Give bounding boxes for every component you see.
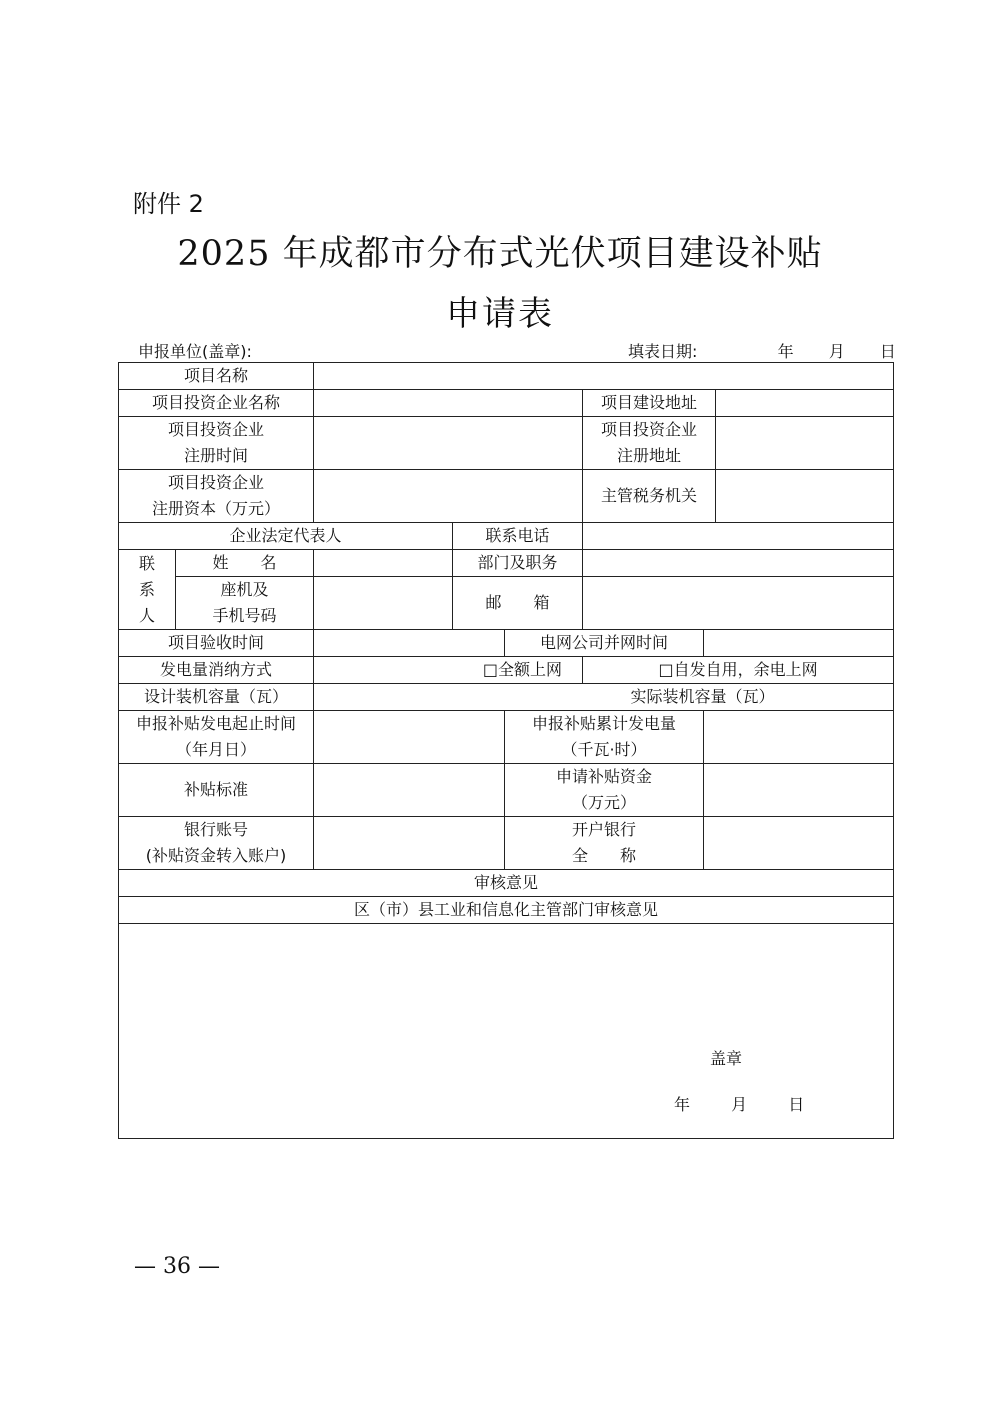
- label-dept-position: 部门及职务: [453, 550, 583, 577]
- label-district-review: 区（市）县工业和信息化主管部门审核意见: [119, 897, 894, 924]
- field-dept-position[interactable]: [583, 550, 894, 577]
- label-cumulative-gen-line1: 申报补贴累计发电量: [532, 714, 677, 733]
- sign-date-month: 月: [731, 1095, 748, 1114]
- label-reg-address-line2: 注册地址: [617, 446, 682, 465]
- fill-date-month: 月: [828, 342, 845, 361]
- label-subsidy-fund-line2: （万元）: [572, 793, 637, 812]
- label-investor-name: 项目投资企业名称: [119, 390, 314, 417]
- field-reg-address[interactable]: [716, 417, 894, 470]
- label-landline-line1: 座机及: [220, 580, 269, 599]
- fill-date: [628, 339, 896, 362]
- design-actual-capacity-cell: [314, 684, 894, 711]
- label-bank-account: [119, 817, 314, 870]
- label-reg-capital-line1: 项目投资企业: [168, 473, 265, 492]
- label-tax-office: 主管税务机关: [583, 470, 716, 523]
- label-reg-capital-line2: 注册资本（万元）: [152, 499, 281, 518]
- label-cumulative-gen: [505, 711, 704, 764]
- field-subsidy-fund[interactable]: [704, 764, 894, 817]
- seal-label: 盖章: [710, 1049, 743, 1068]
- page-number: — 36 —: [134, 1254, 220, 1279]
- label-bank-name-line2: 全 称: [572, 846, 637, 865]
- sign-date-day: 日: [788, 1095, 805, 1114]
- label-project-name: 项目名称: [119, 363, 314, 390]
- label-contact-char2: 系: [138, 579, 155, 599]
- sign-date-year: 年: [674, 1095, 691, 1114]
- label-reg-time-line1: 项目投资企业: [168, 420, 265, 439]
- attachment-label: 附件 2: [133, 190, 204, 218]
- label-reg-capital: [119, 470, 314, 523]
- field-project-name[interactable]: [314, 363, 894, 390]
- label-review-opinion: 审核意见: [119, 870, 894, 897]
- field-tax-office[interactable]: [716, 470, 894, 523]
- label-landline-line2: 手机号码: [212, 606, 277, 625]
- field-phone[interactable]: [583, 523, 894, 550]
- label-build-address: 项目建设地址: [583, 390, 716, 417]
- label-subsidy-period-line2: （年月日）: [176, 740, 257, 759]
- label-grid-time: 电网公司并网时间: [505, 630, 704, 657]
- fill-date-label: 填表日期:: [628, 342, 698, 361]
- label-actual-capacity: 实际装机容量（瓦）: [630, 687, 775, 706]
- label-contact-char3: 人: [138, 605, 155, 625]
- application-form-table: [118, 362, 894, 1139]
- page-title-line2: 申请表: [446, 294, 554, 334]
- label-subsidy-fund-line1: 申请补贴资金: [556, 767, 653, 786]
- option-self-use[interactable]: □自发自用，余电上网: [583, 657, 894, 684]
- fill-date-day: 日: [879, 342, 896, 361]
- label-contact-name: 姓 名: [176, 550, 314, 577]
- field-bank-account[interactable]: [314, 817, 505, 870]
- label-reg-address-line1: 项目投资企业: [601, 420, 698, 439]
- sign-date: [674, 1092, 804, 1118]
- label-subsidy-standard: 补贴标准: [119, 764, 314, 817]
- field-build-address[interactable]: [716, 390, 894, 417]
- label-bank-account-line2: (补贴资金转入账户): [145, 846, 287, 865]
- label-bank-name: [505, 817, 704, 870]
- label-acceptance-time: 项目验收时间: [119, 630, 314, 657]
- label-legal-rep: 企业法定代表人: [119, 523, 453, 550]
- field-email[interactable]: [583, 577, 894, 630]
- field-subsidy-standard[interactable]: [314, 764, 505, 817]
- field-landline[interactable]: [314, 577, 453, 630]
- field-reg-time[interactable]: [314, 417, 583, 470]
- label-bank-name-line1: 开户银行: [572, 820, 637, 839]
- field-investor-name[interactable]: [314, 390, 583, 417]
- label-landline: [176, 577, 314, 630]
- field-cumulative-gen[interactable]: [704, 711, 894, 764]
- label-subsidy-fund: [505, 764, 704, 817]
- label-email: 邮 箱: [453, 577, 583, 630]
- label-contact-char1: 联: [138, 553, 155, 573]
- field-subsidy-period[interactable]: [314, 711, 505, 764]
- field-contact-name[interactable]: [314, 550, 453, 577]
- field-bank-name[interactable]: [704, 817, 894, 870]
- label-reg-address: [583, 417, 716, 470]
- label-design-capacity: 设计装机容量（瓦）: [119, 684, 314, 711]
- field-district-review[interactable]: [119, 924, 894, 1139]
- label-contact-person: [119, 550, 176, 630]
- page-title-line1: 2025 年成都市分布式光伏项目建设补贴: [177, 234, 823, 274]
- field-grid-time[interactable]: [704, 630, 894, 657]
- field-reg-capital[interactable]: [314, 470, 583, 523]
- field-acceptance-time[interactable]: [314, 630, 505, 657]
- label-phone: 联系电话: [453, 523, 583, 550]
- label-bank-account-line1: 银行账号: [184, 820, 249, 839]
- label-consumption-mode: 发电量消纳方式: [119, 657, 314, 684]
- label-subsidy-period-line1: 申报补贴发电起止时间: [136, 714, 297, 733]
- label-subsidy-period: [119, 711, 314, 764]
- label-cumulative-gen-line2: （千瓦·时）: [561, 740, 647, 759]
- applicant-label: 申报单位(盖章):: [138, 342, 252, 361]
- label-reg-time-line2: 注册时间: [184, 446, 249, 465]
- fill-date-year: 年: [777, 342, 794, 361]
- option-full-grid[interactable]: □全额上网: [314, 657, 583, 684]
- label-reg-time: [119, 417, 314, 470]
